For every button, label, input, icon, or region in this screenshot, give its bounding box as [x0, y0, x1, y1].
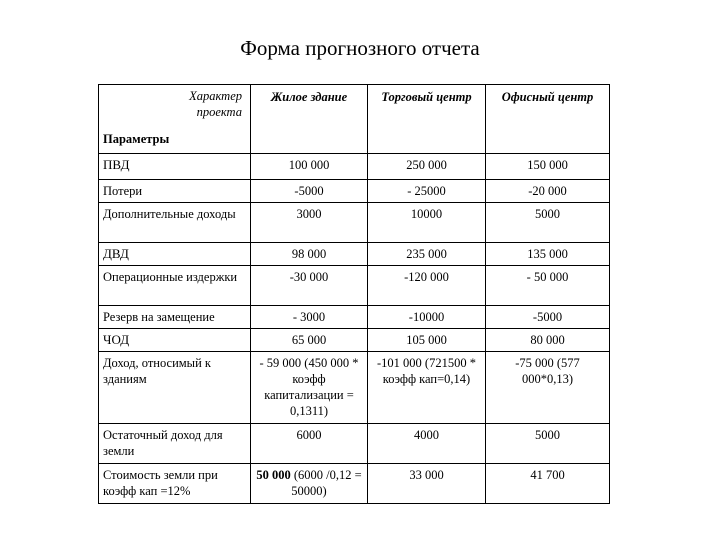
column-header: Офисный центр: [486, 85, 610, 154]
cell: -101 000 (721500 * коэфф кап=0,14): [368, 352, 486, 424]
row-label: ЧОД: [99, 329, 251, 352]
cell: 6000: [251, 424, 368, 464]
cell: 135 000: [486, 243, 610, 266]
corner-top-label: Характер проекта: [189, 89, 242, 119]
cell: 65 000: [251, 329, 368, 352]
cell: -75 000 (577 000*0,13): [486, 352, 610, 424]
row-label: Доход, относимый к зданиям: [99, 352, 251, 424]
row-label: Резерв на замещение: [99, 306, 251, 329]
row-label: Операционные издержки: [99, 266, 251, 306]
table-row: [99, 424, 610, 464]
forecast-table: [98, 84, 610, 504]
table-row: [99, 243, 610, 266]
table-row: [99, 154, 610, 180]
corner-cell: [99, 85, 251, 154]
cell: -30 000: [251, 266, 368, 306]
cell: 4000: [368, 424, 486, 464]
cell: 100 000: [251, 154, 368, 180]
cell: 105 000: [368, 329, 486, 352]
row-label: Остаточный доход для земли: [99, 424, 251, 464]
table-row: [99, 329, 610, 352]
cell: 33 000: [368, 464, 486, 504]
cell: -5000: [486, 306, 610, 329]
land-value-note: (6000 /0,12 = 50000): [290, 468, 362, 498]
corner-bottom-label: Параметры: [103, 132, 170, 146]
cell: 41 700: [486, 464, 610, 504]
row-label: Потери: [99, 180, 251, 203]
table-row: [99, 352, 610, 424]
cell: -20 000: [486, 180, 610, 203]
cell: 235 000: [368, 243, 486, 266]
cell: 5000: [486, 424, 610, 464]
land-value-bold: 50 000: [256, 468, 291, 482]
cell: 5000: [486, 203, 610, 243]
cell: 98 000: [251, 243, 368, 266]
page-title: Форма прогнозного отчета: [240, 36, 480, 60]
cell: -10000: [368, 306, 486, 329]
cell: -120 000: [368, 266, 486, 306]
column-header: Торговый центр: [368, 85, 486, 154]
column-header: Жилое здание: [251, 85, 368, 154]
table-row: [99, 203, 610, 243]
row-label: Стоимость земли при коэфф кап =12%: [99, 464, 251, 504]
cell: 3000: [251, 203, 368, 243]
cell: - 50 000: [486, 266, 610, 306]
row-label: Дополнительные доходы: [99, 203, 251, 243]
cell: -5000: [251, 180, 368, 203]
table-row: [99, 306, 610, 329]
cell: - 59 000 (450 000 * коэфф капитализации = 0,1311): [251, 352, 368, 424]
cell: [251, 464, 368, 504]
table-row: [99, 180, 610, 203]
cell: 80 000: [486, 329, 610, 352]
table-header-row: [99, 85, 610, 154]
cell: 250 000: [368, 154, 486, 180]
table-row: [99, 266, 610, 306]
cell: - 25000: [368, 180, 486, 203]
cell: - 3000: [251, 306, 368, 329]
cell: 150 000: [486, 154, 610, 180]
row-label: ПВД: [99, 154, 251, 180]
row-label: ДВД: [99, 243, 251, 266]
cell: 10000: [368, 203, 486, 243]
table-row: [99, 464, 610, 504]
